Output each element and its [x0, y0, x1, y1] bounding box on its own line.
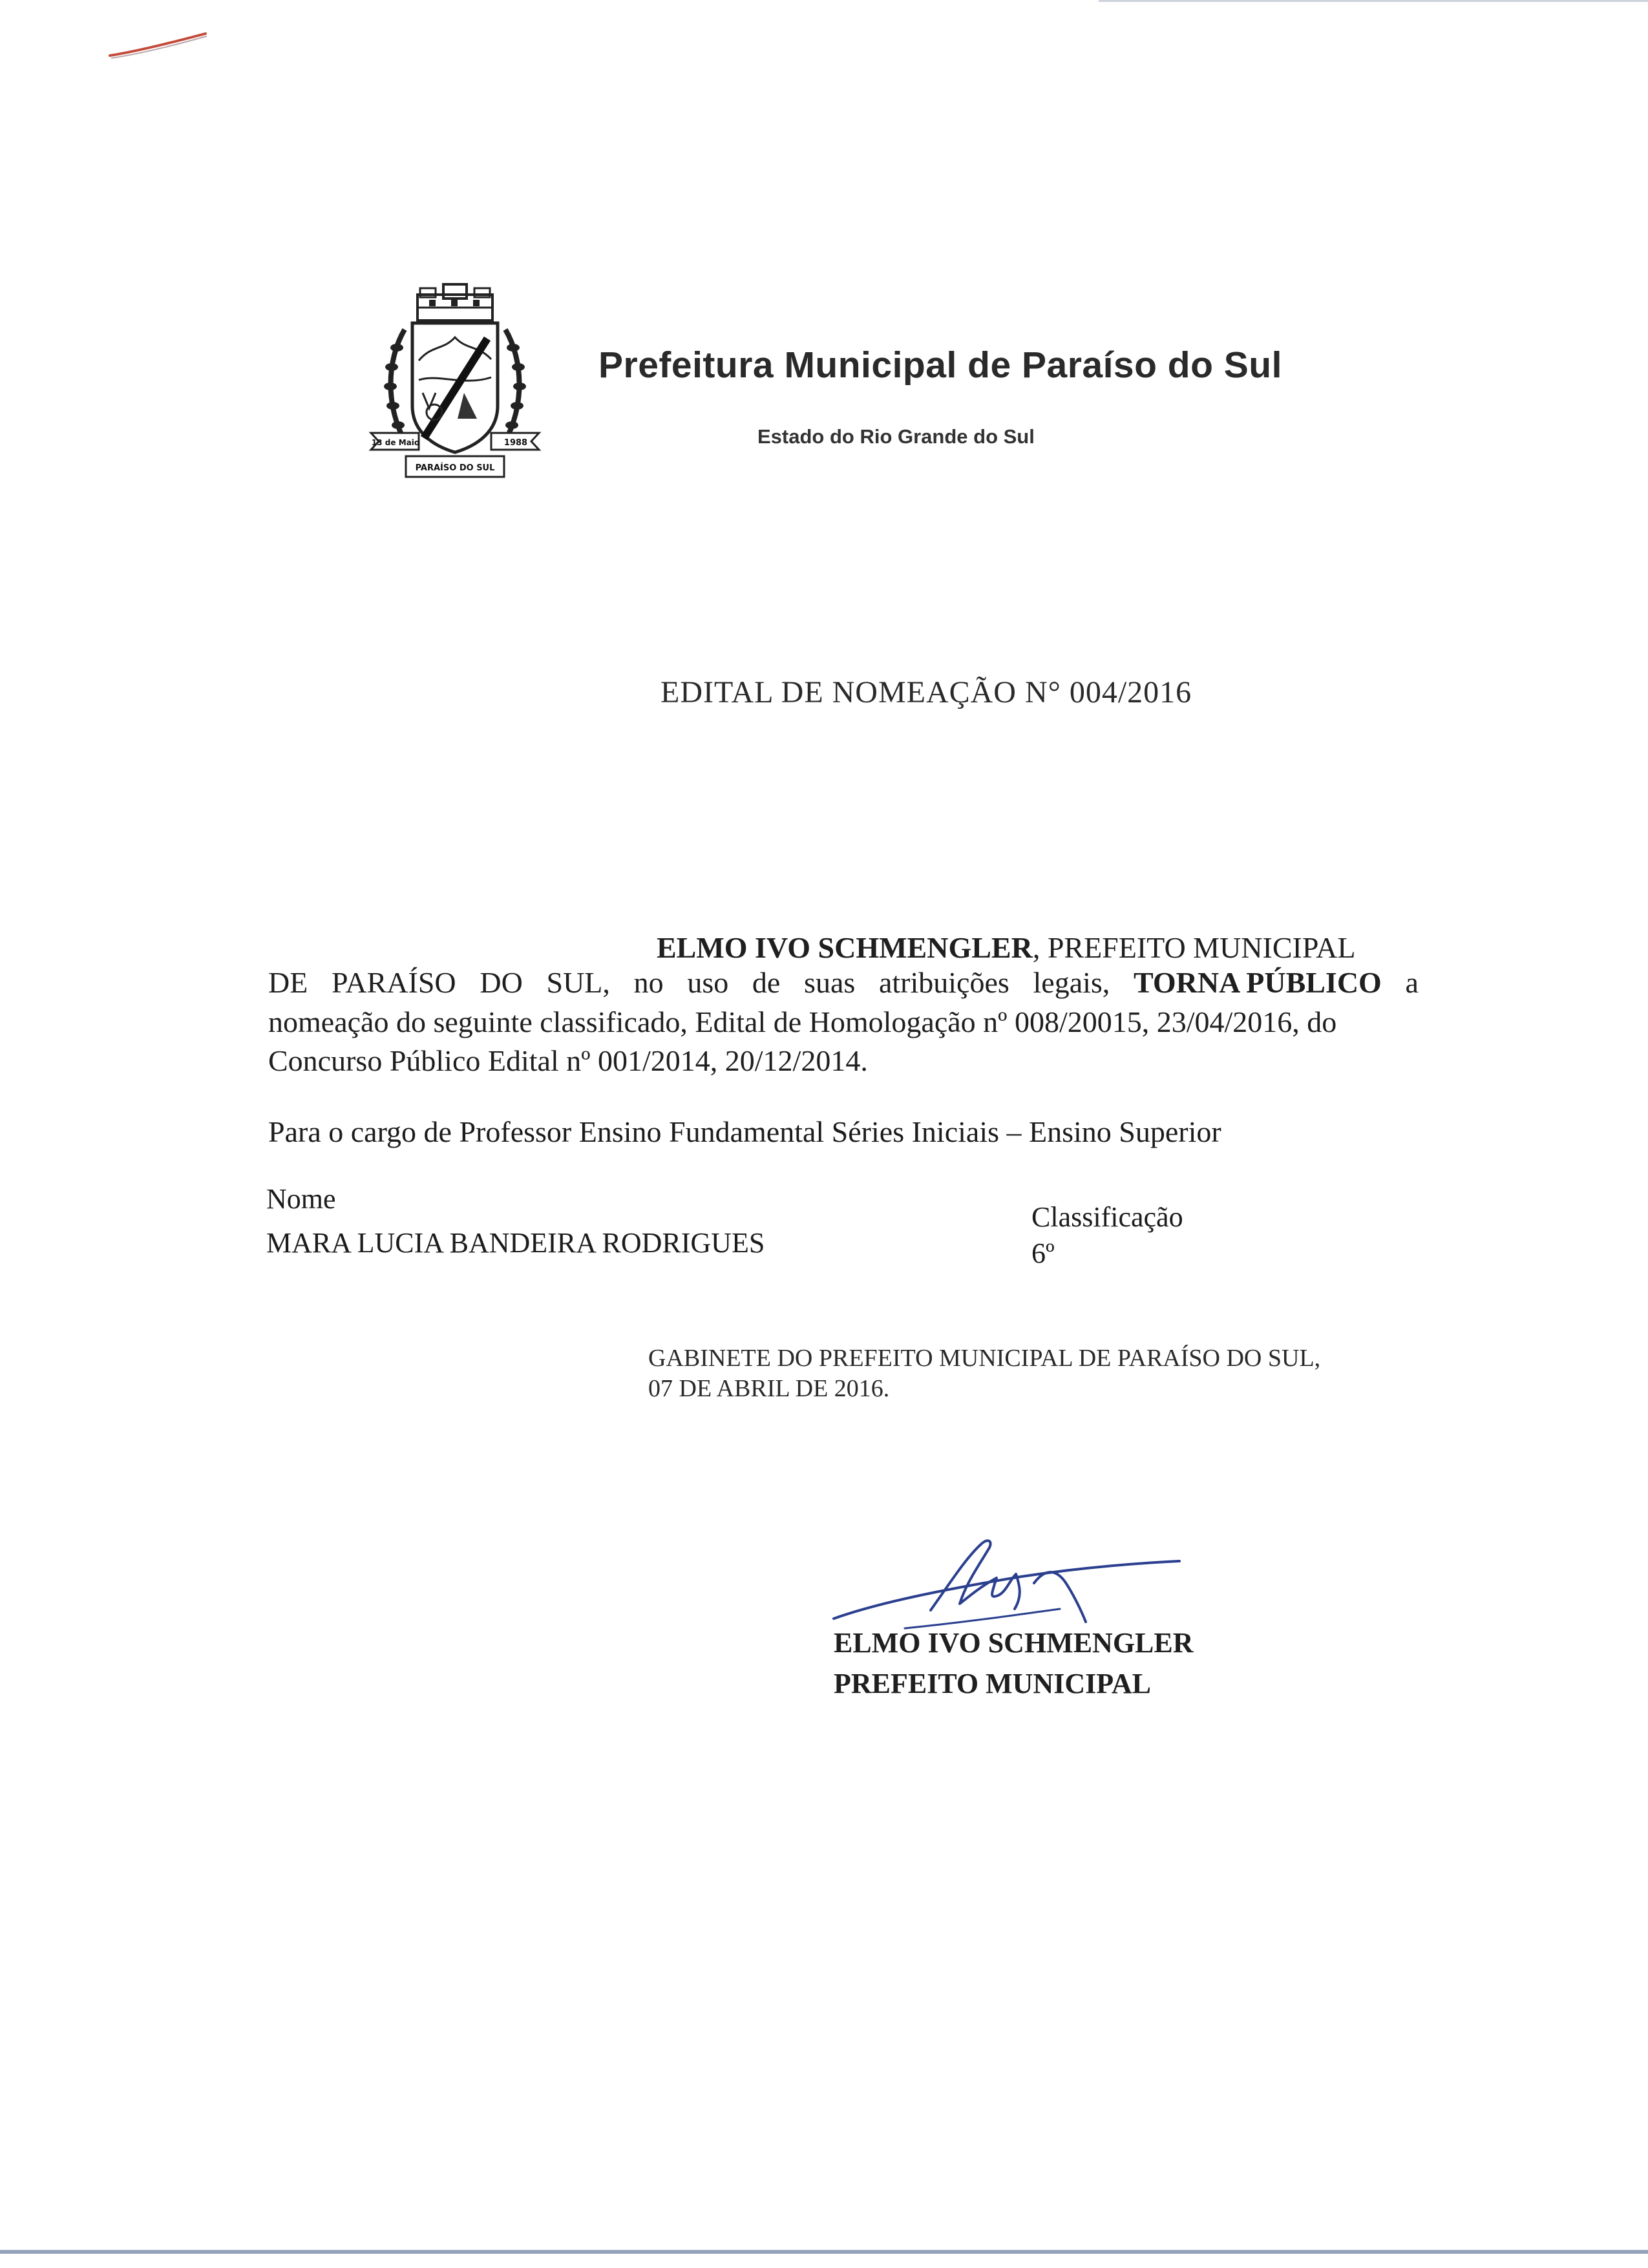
mayor-name: ELMO IVO SCHMENGLER [657, 931, 1033, 964]
cargo-line: Para o cargo de Professor Ensino Fundamental Séries Iniciais – Ensino Superior [268, 1115, 1221, 1148]
body-word: legais, [1033, 966, 1110, 999]
torna-publico-text: TORNA PÚBLICO [1134, 966, 1382, 999]
scan-edge-top [1099, 0, 1648, 2]
nome-header: Nome [266, 1183, 336, 1215]
body-line-3: nomeação do seguinte classificado, Edital de Homologação nº 008/20015, 23/04/2016, do [268, 1005, 1337, 1038]
body-word: uso [687, 966, 729, 999]
coat-of-arms-icon [367, 283, 543, 488]
body-line-1 [657, 930, 1356, 965]
body-word: SUL, [546, 966, 610, 999]
signatory-name: ELMO IVO SCHMENGLER [834, 1627, 1194, 1659]
body-word: DE [268, 966, 308, 999]
svg-text:13 de Maio: 13 de Maio [371, 438, 420, 447]
body-line-2 [268, 965, 1419, 1000]
body-word: suas [804, 966, 856, 999]
candidate-name: MARA LUCIA BANDEIRA RODRIGUES [266, 1227, 765, 1259]
scan-edge-bottom [0, 2250, 1648, 2254]
header-title: Prefeitura Municipal de Paraíso do Sul [598, 344, 1282, 386]
svg-text:PARAÍSO DO SUL: PARAÍSO DO SUL [415, 463, 495, 473]
classificacao-header: Classificação [1031, 1201, 1183, 1233]
body-line-1-rest: , PREFEITO MUNICIPAL [1032, 931, 1356, 964]
candidate-classification: 6º [1031, 1237, 1055, 1269]
body-word: atribuições [878, 966, 1009, 999]
signatory-role: PREFEITO MUNICIPAL [834, 1668, 1151, 1699]
svg-text:1988: 1988 [503, 438, 528, 448]
body-word: no [633, 966, 664, 999]
pen-mark-icon [109, 26, 212, 65]
body-word: a [1405, 966, 1419, 999]
document-title: EDITAL DE NOMEAÇÃO N° 004/2016 [660, 675, 1192, 709]
gabinete-line-1: GABINETE DO PREFEITO MUNICIPAL DE PARAÍSO DO SUL, [648, 1345, 1321, 1372]
gabinete-line-2: 07 DE ABRIL DE 2016. [648, 1375, 890, 1402]
body-word: DO [480, 966, 523, 999]
body-line-4: Concurso Público Edital nº 001/2014, 20/12/2014. [268, 1044, 868, 1077]
header-subtitle: Estado do Rio Grande do Sul [757, 425, 1035, 448]
body-word: de [752, 966, 781, 999]
handwritten-signature-icon [827, 1531, 1189, 1648]
body-word: PARAÍSO [332, 966, 456, 999]
